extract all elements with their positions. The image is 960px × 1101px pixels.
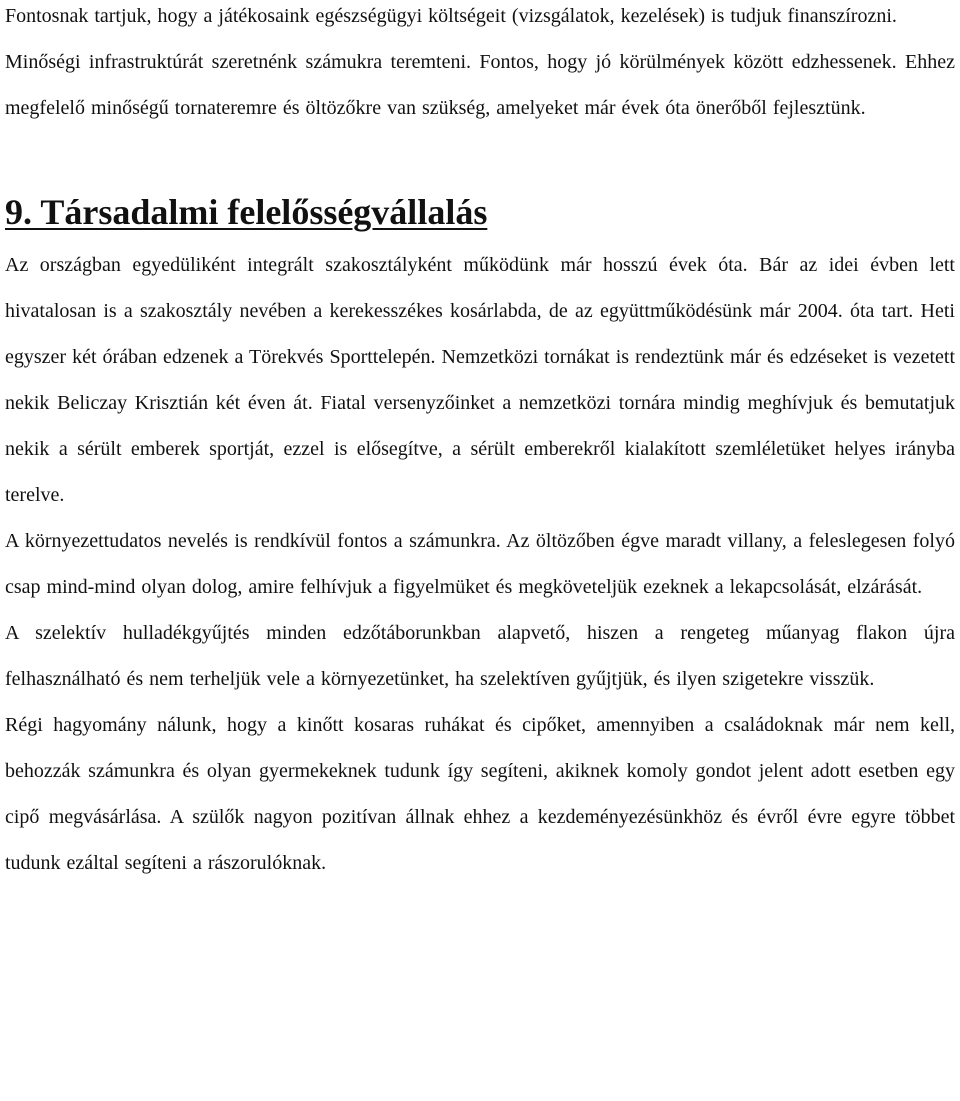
paragraph-selective-waste: A szelektív hulladékgyűjtés minden edzőtáborunkban alapvető, hiszen a rengeteg műanyag flakon újra felhasználható és nem terheljük vele a környezetünket, ha szelektíven gyűjtjük, és ilyen szigetekre visszük. bbox=[5, 622, 955, 690]
paragraph-environmental-education: A környezettudatos nevelés is rendkívül fontos a számunkra. Az öltözőben égve maradt villany, a feleslegesen folyó csap mind-mind olyan dolog, amire felhívjuk a figyelmüket és megköveteljük ezeknek a lekapcsolását, elzárását. bbox=[5, 530, 955, 598]
paragraph-integrated-section: Az országban egyedüliként integrált szakosztályként működünk már hosszú évek óta. Bár az idei évben lett hivatalosan is a szakosztály nevében a kerekesszékes kosárlabda, de az együttműködésünk már 2004. óta tart. Heti egyszer két órában edzenek a Törekvés Sporttelepén. Nemzetközi tornákat is rendeztünk már és edzéseket is vezetett nekik Beliczay Krisztián két éven át. Fiatal versenyzőinket a nemzetközi tornára mindig meghívjuk és bemutatjuk nekik a sérült emberek sportját, ezzel is elősegítve, a sérült emberekről kialakított szemléletüket helyes irányba terelve. bbox=[5, 254, 955, 506]
paragraph-clothing-donation: Régi hagyomány nálunk, hogy a kinőtt kosaras ruhákat és cipőket, amennyiben a családoknak már nem kell, behozzák számunkra és olyan gyermekeknek tudunk így segíteni, akiknek komoly gondot jelent adott esetben egy cipő megvásárlása. A szülők nagyon pozitívan állnak ehhez a kezdeményezésünkhöz és évről évre egyre többet tudunk ezáltal segíteni a rászorulóknak. bbox=[5, 714, 955, 874]
intro-paragraph-health-costs: Fontosnak tartjuk, hogy a játékosaink egészségügyi költségeit (vizsgálatok, kezelések) is tudjuk finanszírozni. bbox=[5, 5, 897, 27]
intro-paragraph-infrastructure: Minőségi infrastruktúrát szeretnénk számukra teremteni. Fontos, hogy jó körülmények között edzhessenek. Ehhez megfelelő minőségű tornateremre és öltözőkre van szükség, amelyeket már évek óta önerőből fejlesztünk. bbox=[5, 51, 955, 119]
section-body bbox=[5, 242, 955, 886]
section-heading-social-responsibility: 9. Társadalmi felelősségvállalás bbox=[5, 192, 488, 232]
document-page bbox=[5, 0, 955, 886]
